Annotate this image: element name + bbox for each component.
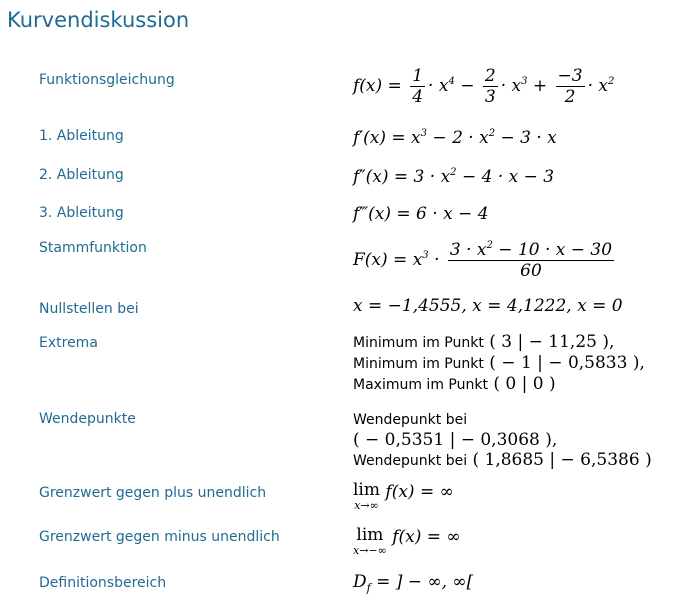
math-part: · x xyxy=(500,76,522,96)
fraction xyxy=(556,66,585,107)
wendepunkt-point: ( − 0,5351 | − 0,3068 ), xyxy=(353,430,558,450)
fraction xyxy=(483,66,498,107)
label-grenzwert-plus: Grenzwert gegen plus unendlich xyxy=(39,485,267,501)
label-funktionsgleichung: Funktionsgleichung xyxy=(39,72,175,88)
extrema-text: Minimum im Punkt xyxy=(353,335,484,351)
math-part: − 2 · x xyxy=(427,128,489,148)
extrema-line-3 xyxy=(353,374,645,395)
extrema-text: Minimum im Punkt xyxy=(353,356,484,372)
extrema-line-1 xyxy=(353,332,645,353)
math-part: · x xyxy=(587,76,609,96)
label-ableitung-1: 1. Ableitung xyxy=(39,128,124,144)
limit-word: lim xyxy=(356,525,384,545)
wendepunkt-text: Wendepunkt bei xyxy=(353,453,468,469)
math-part: + xyxy=(527,76,553,96)
math-part: − 4 · x − 3 xyxy=(456,167,555,187)
value-ableitung-2 xyxy=(353,167,554,187)
math-part: F(x) = x xyxy=(353,250,423,270)
label-ableitung-3: 3. Ableitung xyxy=(39,205,124,221)
denominator: 2 xyxy=(556,86,585,107)
label-ableitung-2: 2. Ableitung xyxy=(39,167,124,183)
math-part: f(x) = ∞ xyxy=(380,482,454,502)
denominator: 4 xyxy=(412,87,424,107)
math-part: f″(x) = 3 · x xyxy=(353,167,451,187)
label-stammfunktion: Stammfunktion xyxy=(39,240,147,256)
extrema-text: Maximum im Punkt xyxy=(353,377,488,393)
value-grenzwert-minus xyxy=(353,527,461,556)
value-ableitung-1 xyxy=(353,128,557,148)
label-definitionsbereich: Definitionsbereich xyxy=(39,575,167,591)
wendepunkt-point: ( 1,8685 | − 6,5386 ) xyxy=(467,450,652,470)
label-wendepunkte: Wendepunkte xyxy=(39,411,136,427)
extrema-point: ( − 1 | − 0,5833 ), xyxy=(483,353,645,373)
wendepunkt-line-2 xyxy=(353,430,652,450)
exponent: 4 xyxy=(448,76,455,87)
value-grenzwert-plus xyxy=(353,482,454,511)
value-wendepunkte xyxy=(353,409,652,471)
value-extrema xyxy=(353,332,645,395)
wendepunkt-text: Wendepunkt bei xyxy=(353,412,468,428)
numerator: 1 xyxy=(412,66,424,86)
value-stammfunktion xyxy=(353,240,617,281)
exponent: 3 xyxy=(422,250,429,261)
numerator: −3 xyxy=(557,66,583,86)
value-nullstellen: x = −1,4555, x = 4,1222, x = 0 xyxy=(353,296,623,316)
extrema-line-2 xyxy=(353,353,645,374)
exponent: 2 xyxy=(608,76,615,87)
math-part: − 3 · x xyxy=(495,128,557,148)
exponent: 2 xyxy=(488,128,496,139)
page-title: Kurvendiskussion xyxy=(7,8,190,32)
math-part: · xyxy=(428,250,445,270)
wendepunkt-line-3 xyxy=(353,450,652,471)
math-part: = ] − ∞, ∞[ xyxy=(370,572,474,592)
math-part: 3 · x xyxy=(449,240,487,260)
value-ableitung-3: f‴(x) = 6 · x − 4 xyxy=(353,204,489,224)
denominator: 3 xyxy=(484,87,496,107)
exponent: 2 xyxy=(486,240,493,251)
math-part: D xyxy=(353,572,367,592)
limit-subscript: x→−∞ xyxy=(353,544,387,557)
label-grenzwert-minus: Grenzwert gegen minus unendlich xyxy=(39,529,280,545)
wendepunkt-line-1 xyxy=(353,409,652,430)
limit-word: lim xyxy=(353,480,380,500)
label-nullstellen: Nullstellen bei xyxy=(39,301,139,317)
limit-operator xyxy=(353,527,387,556)
math-part: · x xyxy=(428,76,449,96)
denominator: 60 xyxy=(448,260,614,281)
exponent: 3 xyxy=(420,128,428,139)
limit-operator xyxy=(353,482,380,511)
extrema-point: ( 0 | 0 ) xyxy=(487,374,556,394)
value-funktionsgleichung xyxy=(353,66,614,107)
extrema-point: ( 3 | − 11,25 ), xyxy=(483,332,615,352)
math-part: f(x) = ∞ xyxy=(386,527,461,547)
math-part: − 10 · x − 30 xyxy=(492,240,613,260)
fraction xyxy=(448,240,614,281)
math-part: f′(x) = x xyxy=(353,128,421,148)
numerator: 2 xyxy=(484,66,496,86)
math-part: f(x) = xyxy=(353,76,408,96)
limit-subscript: x→∞ xyxy=(354,499,379,512)
math-part: − xyxy=(454,76,480,96)
subscript: f xyxy=(366,581,371,595)
label-extrema: Extrema xyxy=(39,335,98,351)
exponent: 3 xyxy=(521,76,528,87)
exponent: 2 xyxy=(450,167,457,178)
fraction xyxy=(410,66,425,107)
numerator xyxy=(448,240,614,260)
value-definitionsbereich xyxy=(353,572,473,594)
